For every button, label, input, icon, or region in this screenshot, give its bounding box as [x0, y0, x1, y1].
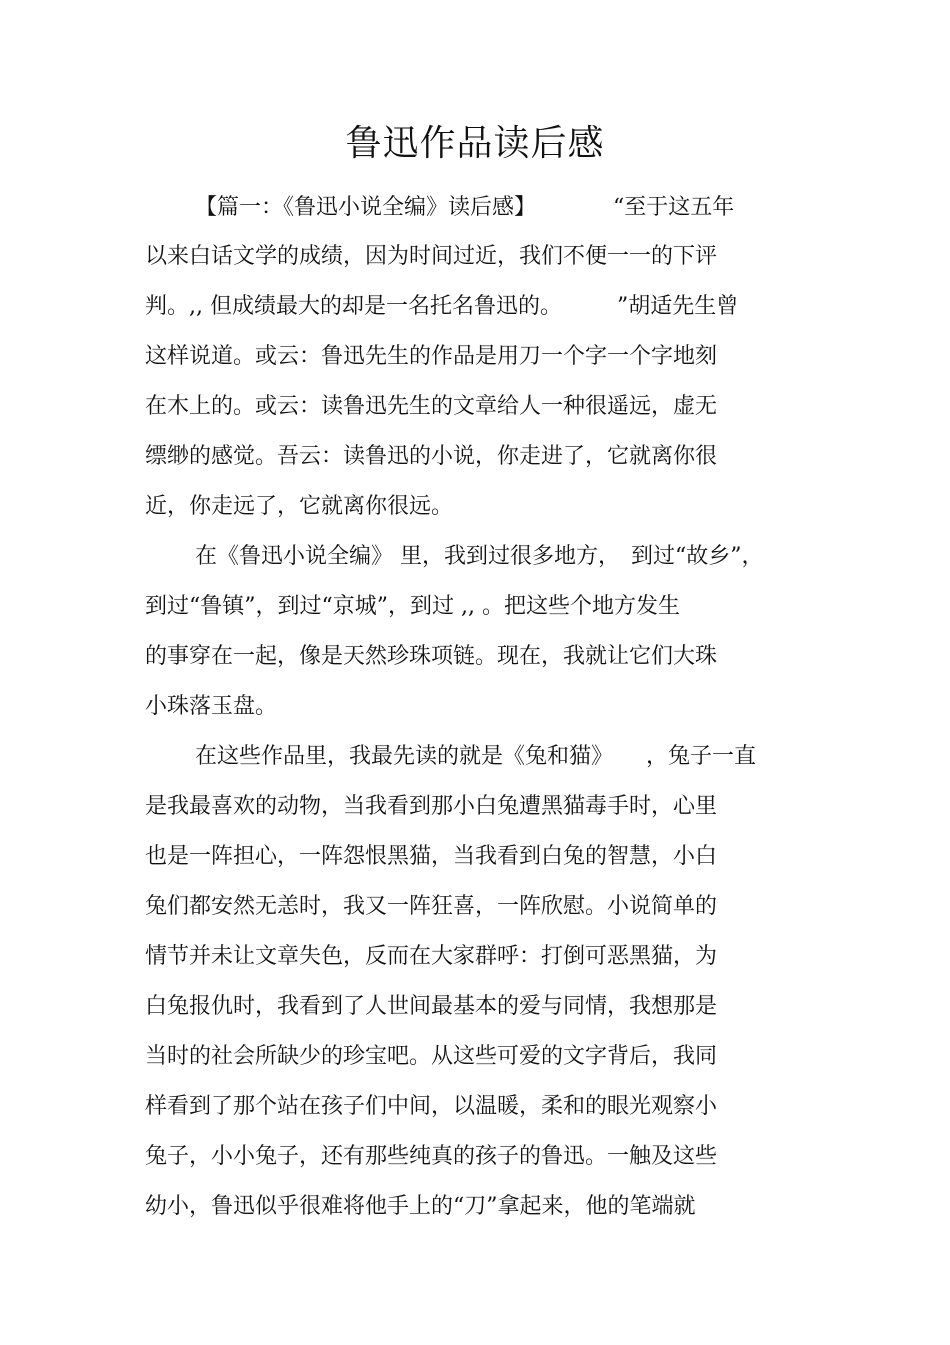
text-line: 也是一阵担心，一阵怨恨黑猫，当我看到白兔的智慧，小白 — [145, 844, 718, 869]
text-line: 【篇一：《鲁迅小说全编》读后感】 “至于这五年 — [195, 195, 735, 220]
text-line: 以来白话文学的成绩，因为时间过近，我们不便一一的下评 — [145, 244, 718, 269]
text-line: 样看到了那个站在孩子们中间，以温暖，柔和的眼光观察小 — [145, 1094, 718, 1119]
text-line: 这样说道。或云：鲁迅先生的作品是用刀一个字一个字地刻 — [145, 344, 718, 369]
text-line: 在《鲁迅小说全编》 里，我到过很多地方， 到过“故乡”， — [195, 544, 764, 569]
text-line: 情节并未让文章失色，反而在大家群呼：打倒可恶黑猫，为 — [145, 944, 718, 969]
text-line: 判。,, 但成绩最大的却是一名托名鲁迅的。 ”胡适先生曾 — [145, 294, 739, 319]
text-line: 白兔报仇时，我看到了人世间最基本的爱与同情，我想那是 — [145, 994, 718, 1019]
document-title: 鲁迅作品读后感 — [345, 123, 605, 164]
text-line: 近，你走远了，它就离你很远。 — [145, 494, 454, 519]
text-line: 是我最喜欢的动物，当我看到那小白兔遭黑猫毒手时，心里 — [145, 794, 718, 819]
text-line: 小珠落玉盘。 — [145, 694, 278, 719]
text-line: 的事穿在一起，像是天然珍珠项链。现在，我就让它们大珠 — [145, 644, 718, 669]
text-line: 在木上的。或云：读鲁迅先生的文章给人一种很遥远，虚无 — [145, 394, 718, 419]
text-line: 幼小，鲁迅似乎很难将他手上的“刀”拿起来，他的笔端就 — [145, 1194, 696, 1219]
text-line: 兔们都安然无恙时，我又一阵狂喜，一阵欣慰。小说简单的 — [145, 894, 718, 919]
text-line: 缥缈的感觉。吾云：读鲁迅的小说，你走进了，它就离你很 — [145, 444, 718, 469]
text-line: 当时的社会所缺少的珍宝吧。从这些可爱的文字背后，我同 — [145, 1044, 718, 1069]
text-line: 在这些作品里，我最先读的就是《兔和猫》 ，兔子一直 — [195, 744, 757, 769]
text-line: 兔子，小小兔子，还有那些纯真的孩子的鲁迅。一触及这些 — [145, 1144, 718, 1169]
text-line: 到过“鲁镇”，到过“京城”，到过 ,, 。把这些个地方发生 — [145, 594, 680, 619]
